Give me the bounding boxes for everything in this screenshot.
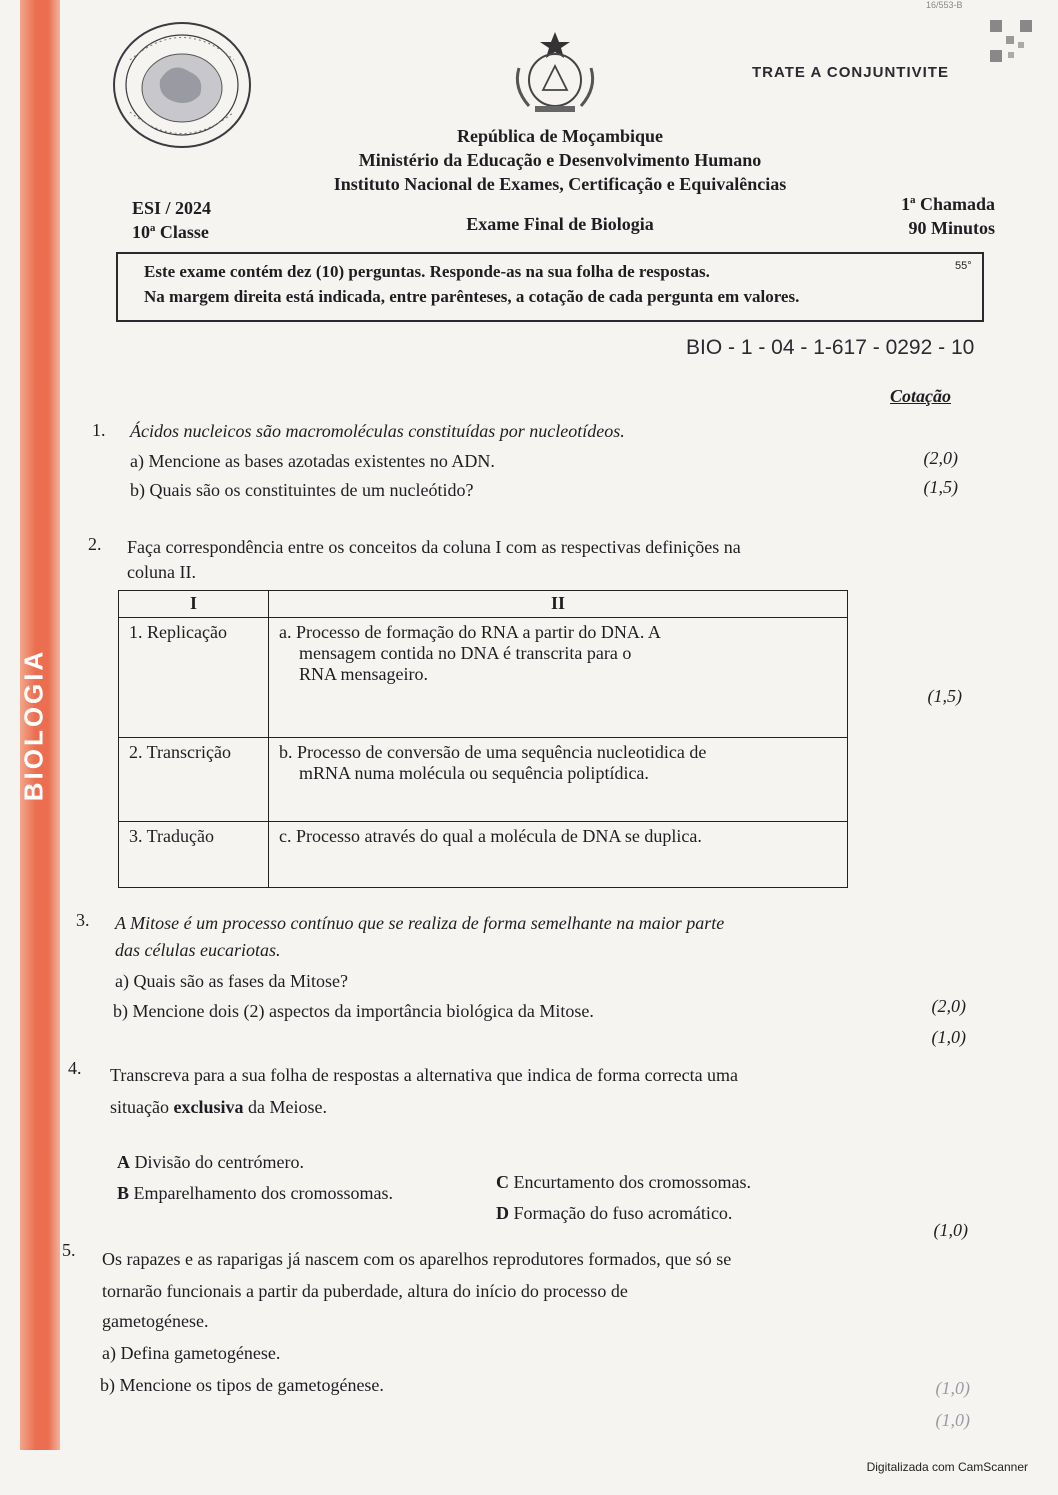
q4-stem-line-1: Transcreva para a sua folha de respostas a alternativa que indica de forma correcta uma	[110, 1065, 739, 1085]
concept-cell: 3. Tradução	[119, 822, 269, 888]
cotacao-header: Cotação	[890, 386, 951, 406]
q4-option-b	[117, 1183, 393, 1204]
qr-code-icon	[990, 20, 1032, 62]
option-letter: C	[496, 1172, 509, 1192]
option-text: Emparelhamento dos cromossomas.	[133, 1183, 393, 1203]
q2-number: 2.	[88, 534, 102, 554]
exam-meta-right	[840, 192, 995, 240]
scanner-watermark: Digitalizada com CamScanner	[866, 1460, 1028, 1474]
option-letter: B	[117, 1183, 130, 1203]
q5-part-b: b) Mencione os tipos de gametogénese.	[100, 1375, 384, 1395]
table-row	[119, 618, 848, 738]
class-level: 10ª Classe	[132, 222, 209, 242]
definition-cell	[269, 738, 848, 822]
instructions-line-2: Na margem direita está indicada, entre parênteses, a cotação de cada pergunta em valores.	[144, 287, 800, 306]
q5-b-score: (1,0)	[935, 1410, 970, 1430]
q5-stem-line-2: tornarão funcionais a partir da puberdade, altura do início do processo de	[102, 1281, 628, 1301]
q4-option-a	[117, 1152, 304, 1173]
q4-option-c	[496, 1172, 751, 1193]
definition-line: RNA mensageiro.	[299, 664, 428, 684]
table-header-col-i: I	[119, 591, 269, 618]
q2-stem-line-2: coluna II.	[127, 562, 196, 582]
matching-table	[118, 590, 848, 888]
q3-part-a: a) Quais são as fases da Mitose?	[115, 971, 348, 991]
ministry-title: Ministério da Educação e Desenvolvimento Humano	[358, 150, 762, 170]
option-text: Divisão do centrómero.	[134, 1152, 304, 1172]
instructions-line-1: Este exame contém dez (10) perguntas. Responde-as na sua folha de respostas.	[144, 262, 710, 281]
q1-stem: Ácidos nucleicos são macromoléculas constituídas por nucleotídeos.	[130, 421, 625, 441]
q4-stem-line-2	[110, 1094, 327, 1120]
institute-seal	[110, 20, 255, 150]
option-letter: D	[496, 1203, 509, 1223]
q1-part-b: b) Quais são os constituintes de um nucleótido?	[130, 480, 474, 500]
q4-option-d	[496, 1203, 732, 1224]
exam-year: ESI / 2024	[132, 198, 212, 218]
definition-line: b. Processo de conversão de uma sequência nucleotidica de	[279, 742, 707, 762]
q2-score: (1,5)	[927, 686, 962, 706]
concept-cell: 2. Transcrição	[119, 738, 269, 822]
q3-part-b: b) Mencione dois (2) aspectos da importância biológica da Mitose.	[113, 1001, 594, 1021]
table-row	[119, 738, 848, 822]
q5-stem-line-3: gametogénese.	[102, 1311, 209, 1331]
q4-number: 4.	[68, 1058, 82, 1078]
option-letter: A	[117, 1152, 130, 1172]
republic-title: República de Moçambique	[456, 126, 663, 146]
option-text: Formação do fuso acromático.	[513, 1203, 733, 1223]
definition-cell	[269, 822, 848, 888]
q1-part-a: a) Mencione as bases azotadas existentes no ADN.	[130, 451, 495, 471]
exam-title: Exame Final de Biologia	[466, 214, 654, 234]
subject-label: BIOLOGIA	[18, 648, 49, 802]
instructions-mark: 55°	[955, 260, 972, 272]
q4-stem-text: da Meiose.	[243, 1097, 327, 1117]
q3-number: 3.	[76, 910, 90, 930]
table-row	[119, 822, 848, 888]
q5-a-score: (1,0)	[935, 1378, 970, 1398]
q1-a-score: (2,0)	[923, 448, 958, 468]
option-text: Encurtamento dos cromossomas.	[513, 1172, 751, 1192]
q1-b-score: (1,5)	[923, 477, 958, 497]
motto: TRATE A CONJUNTIVITE	[752, 64, 949, 81]
q3-stem-line-2: das células eucariotas.	[115, 940, 281, 960]
header-code: 16/553-B	[926, 0, 963, 10]
q3-b-score: (1,0)	[931, 1027, 966, 1047]
q2-stem-line-1: Faça correspondência entre os conceitos da coluna I com as respectivas definições na	[127, 537, 741, 557]
definition-cell	[269, 618, 848, 738]
exam-code: BIO - 1 - 04 - 1-617 - 0292 - 10	[686, 336, 975, 359]
q4-stem-text: situação	[110, 1097, 174, 1117]
exam-meta-left	[132, 196, 211, 244]
definition-line: mRNA numa molécula ou sequência poliptídica.	[299, 763, 649, 783]
definition-line: c. Processo através do qual a molécula de DNA se duplica.	[279, 826, 702, 846]
q5-part-a: a) Defina gametogénese.	[102, 1343, 281, 1363]
q4-score: (1,0)	[933, 1220, 968, 1240]
exam-call: 1ª Chamada	[901, 194, 995, 214]
institute-title: Instituto Nacional de Exames, Certificação e Equivalências	[333, 174, 787, 194]
q1-number: 1.	[92, 420, 106, 440]
q5-number: 5.	[62, 1240, 76, 1260]
q3-stem-line-1: A Mitose é um processo contínuo que se realiza de forma semelhante na maior parte	[115, 913, 725, 933]
q4-stem-emphasis: exclusiva	[173, 1097, 244, 1117]
concept-cell: 1. Replicação	[119, 618, 269, 738]
exam-duration: 90 Minutos	[908, 218, 995, 238]
definition-line: mensagem contida no DNA é transcrita para o	[299, 643, 632, 663]
q5-stem-line-1: Os rapazes e as raparigas já nascem com os aparelhos reprodutores formados, que só se	[102, 1249, 732, 1269]
q3-a-score: (2,0)	[931, 996, 966, 1016]
table-header-col-ii: II	[269, 591, 848, 618]
national-emblem	[505, 28, 605, 116]
definition-line: a. Processo de formação do RNA a partir do DNA. A	[279, 622, 661, 642]
